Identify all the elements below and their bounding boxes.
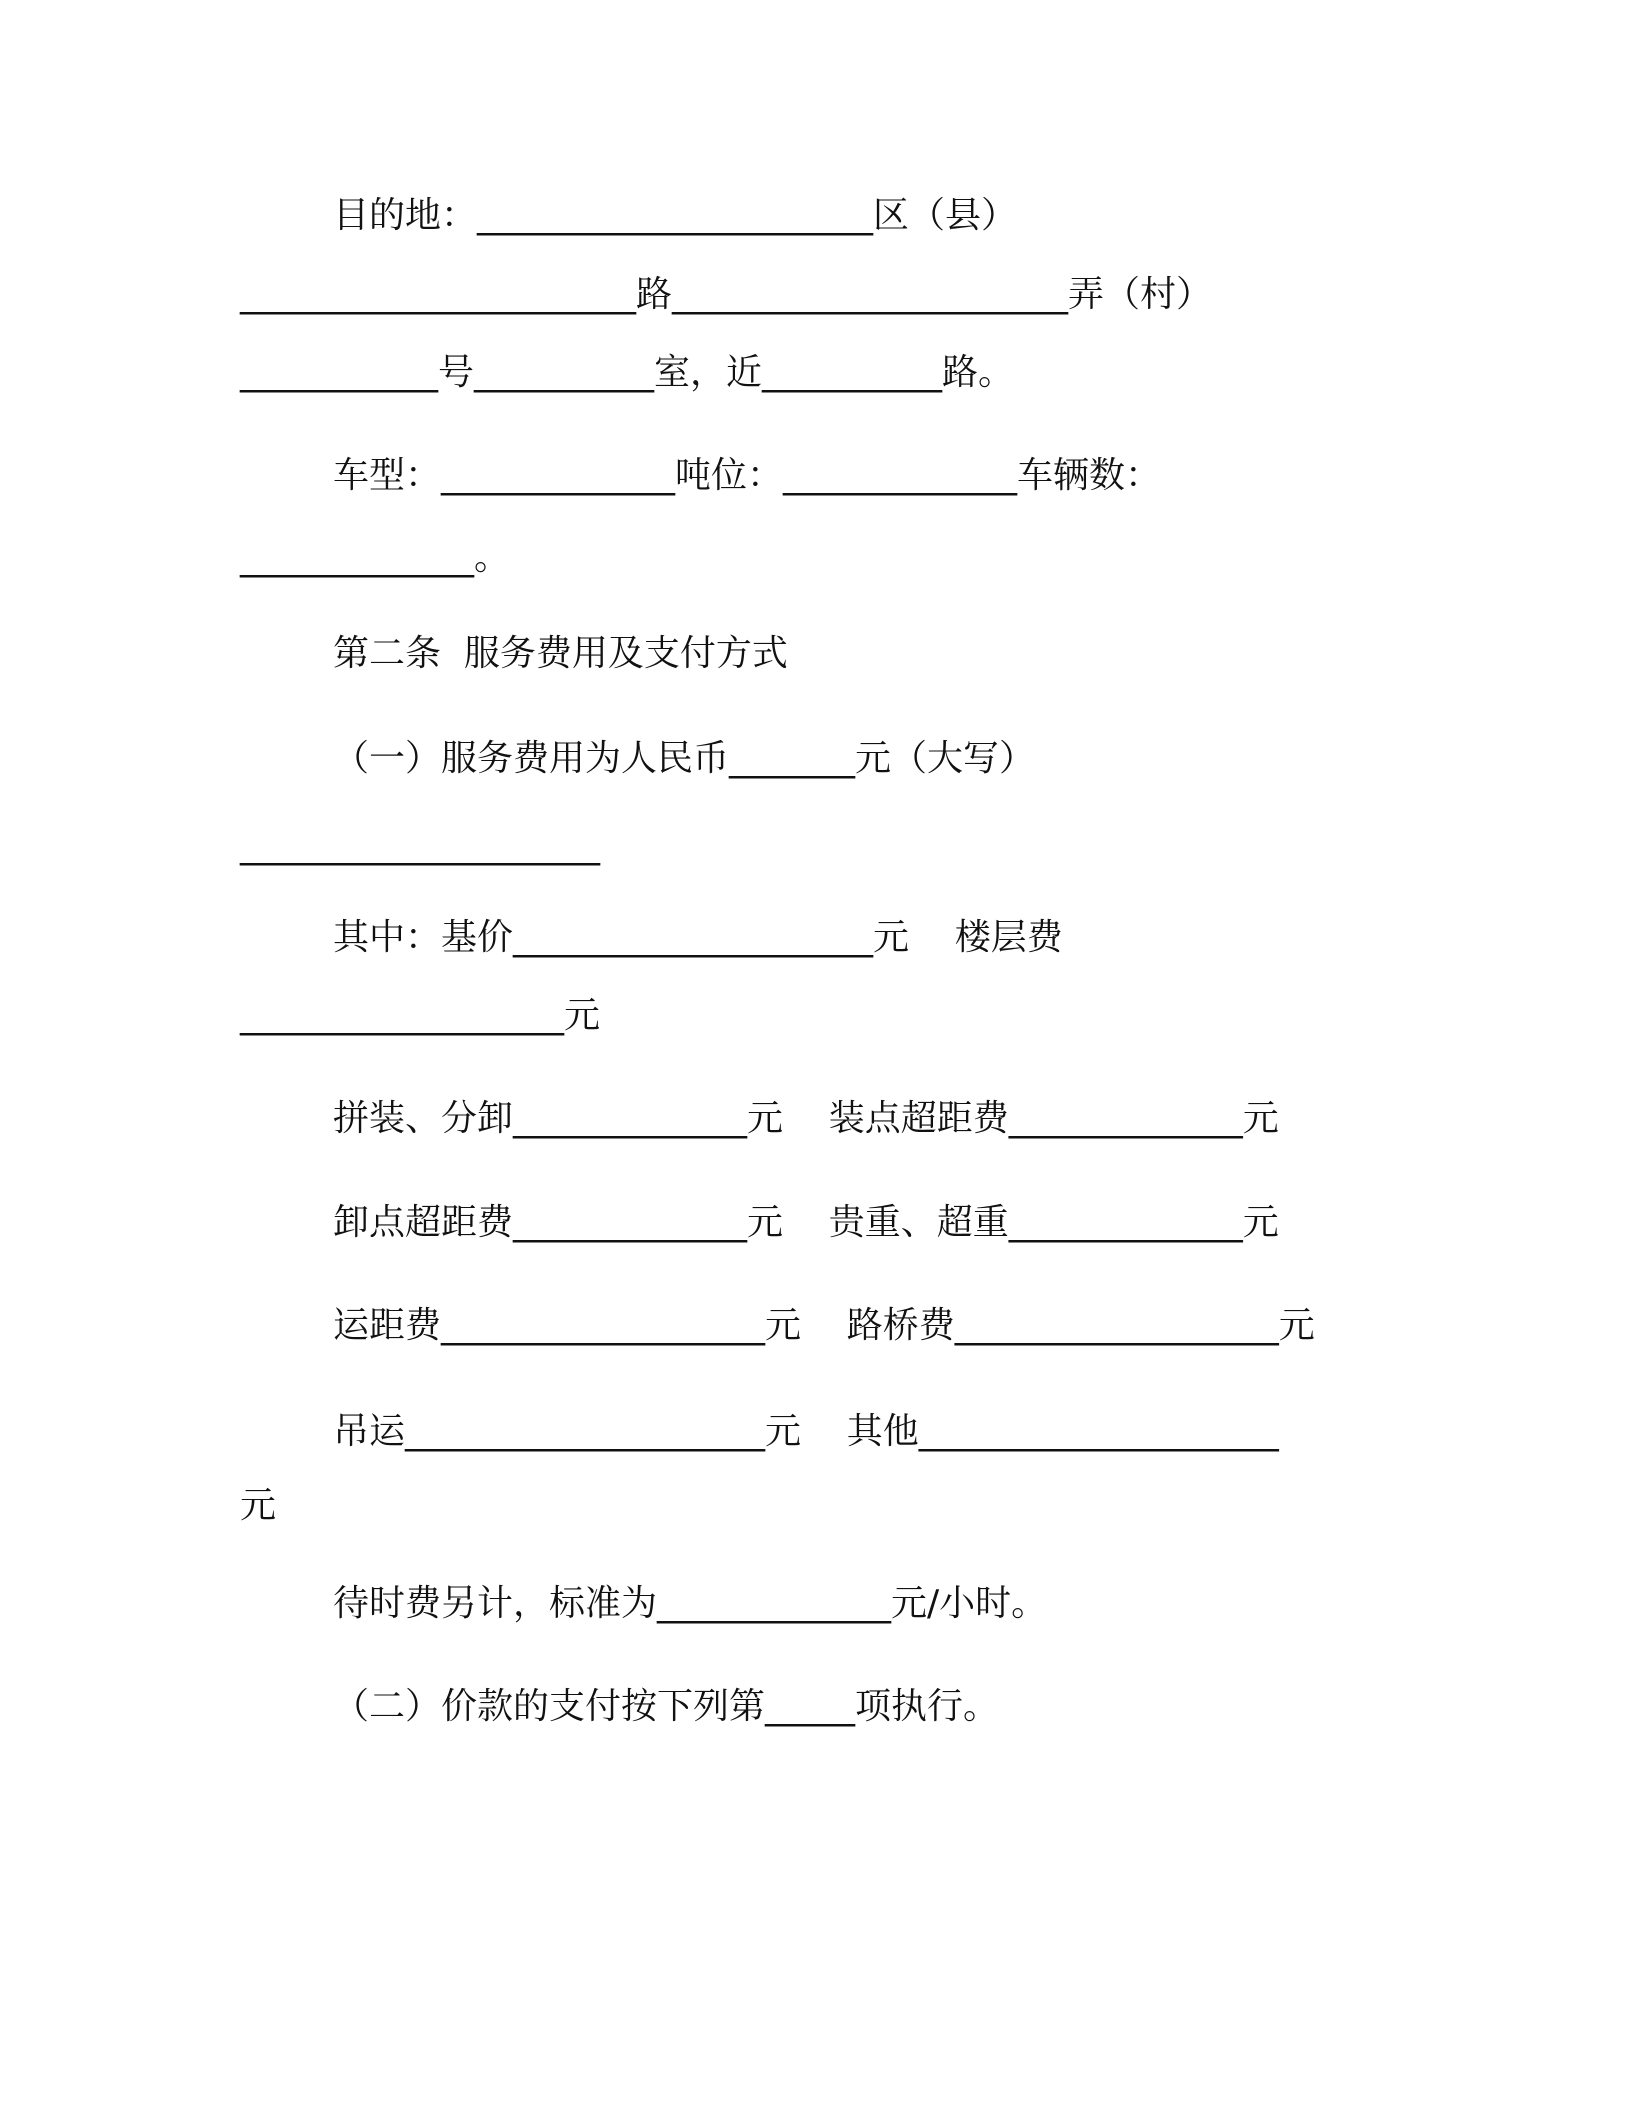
fee-line-2: ____________________: [240, 825, 600, 866]
vehicle-line-2: _____________。: [240, 537, 510, 578]
assembly-line: 拼装、分卸_____________元 装点超距费_____________元: [333, 1098, 1279, 1139]
hoist-line: 吊运____________________元 其他____________________: [333, 1411, 1279, 1452]
destination-line-1: 目的地：______________________区（县）: [333, 195, 1018, 236]
distance-line: 运距费__________________元 路桥费__________________元: [333, 1305, 1315, 1346]
unload-line: 卸点超距费_____________元 贵重、超重_____________元: [333, 1202, 1279, 1243]
vehicle-line-1: 车型：_____________吨位：_____________车辆数：: [333, 455, 1162, 496]
destination-line-2: ______________________路______________________弄（村）: [240, 274, 1213, 315]
destination-line-3: ___________号__________室，近__________路。: [240, 352, 1015, 393]
fee-line-1: （一）服务费用为人民币_______元（大写）: [333, 738, 1036, 779]
hoist-line-2: 元: [240, 1485, 277, 1526]
article-2-title: 第二条 服务费用及支付方式: [333, 633, 788, 674]
waiting-fee-line: 待时费另计，标准为_____________元/小时。: [333, 1583, 1048, 1624]
payment-method-line: （二）价款的支付按下列第_____项执行。: [333, 1686, 1000, 1727]
base-price-line-2: __________________元: [240, 995, 600, 1036]
base-price-line-1: 其中：基价____________________元 楼层费: [333, 917, 1063, 958]
